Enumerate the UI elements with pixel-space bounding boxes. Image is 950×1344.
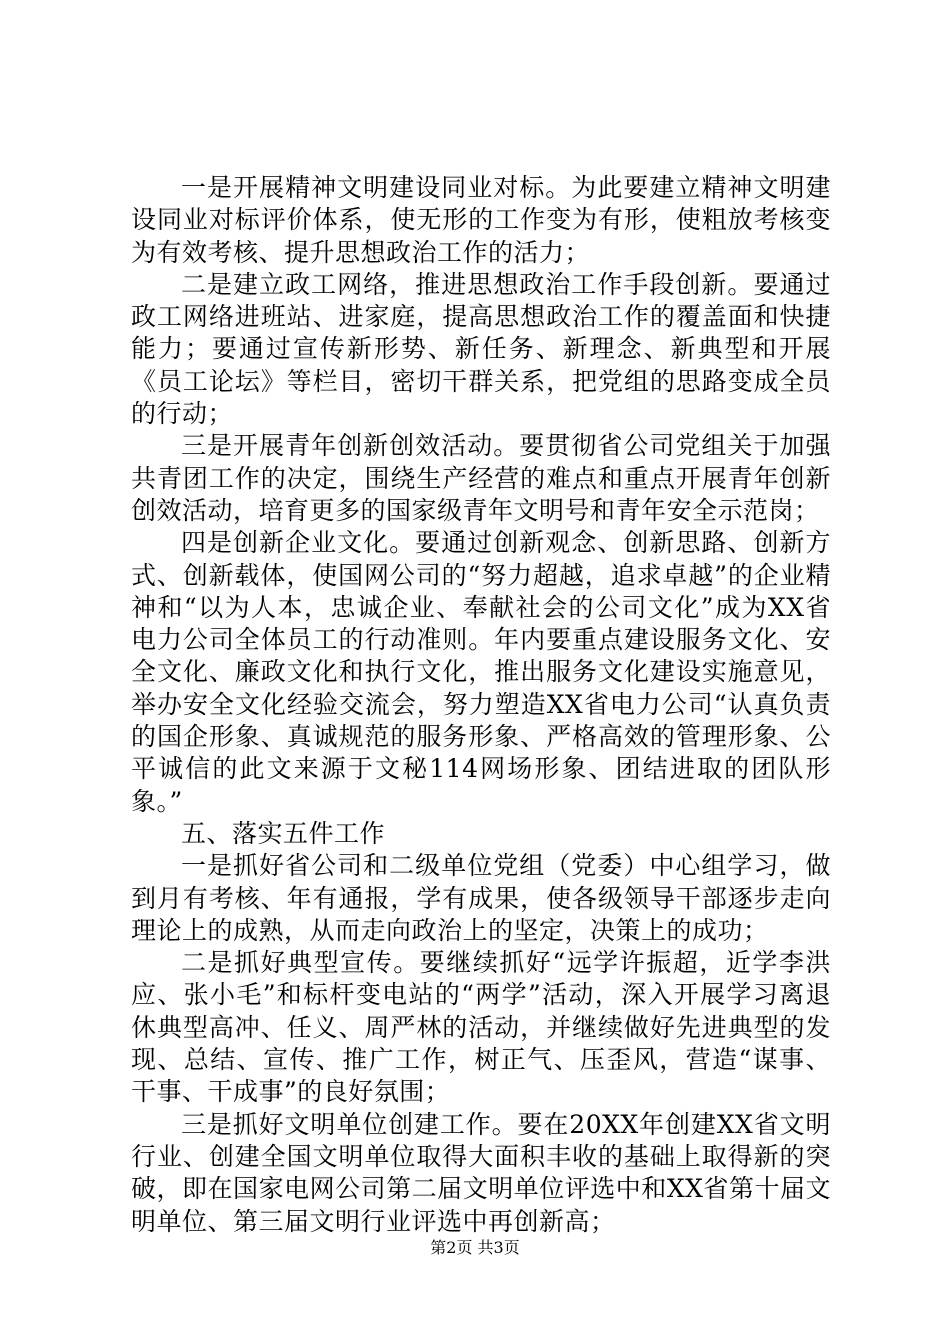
paragraph-5: 一是抓好省公司和二级单位党组（党委）中心组学习，做到月有考核、年有通报，学有成果，使各级领导干部逐步走向理论上的成熟，从而走向政治上的坚定，决策上的成功； [131, 851, 831, 945]
paragraph-6: 二是抓好典型宣传。要继续抓好“远学许振超，近学李洪应、张小毛”和标杆变电站的“两学”活动，深入开展学习离退休典型高冲、任义、周严林的活动，并继续做好先进典型的发现、总结、宣传、推广工作，树正气、压歪风，营造“谋事、干事、干成事”的良好氛围； [131, 948, 831, 1107]
paragraph-4: 四是创新企业文化。要通过创新观念、创新思路、创新方式、创新载体，使国网公司的“努力超越，追求卓越”的企业精神和“以为人本，忠诚企业、奉献社会的公司文化”成为XX省电力公司全体员工的行动准则。年内要重点建设服务文化、安全文化、廉政文化和执行文化，推出服务文化建设实施意见，举办安全文化经验交流会，努力塑造XX省电力公司“认真负责的国企形象、真诚规范的服务形象、严格高效的管理形象、公平诚信的此文来源于文秘114网场形象、团结进取的团队形象。” [131, 528, 831, 816]
paragraph-3: 三是开展青年创新创效活动。要贯彻省公司党组关于加强共青团工作的决定，围绕生产经营的难点和重点开展青年创新创效活动，培育更多的国家级青年文明号和青年安全示范岗； [131, 431, 831, 525]
paragraph-7: 三是抓好文明单位创建工作。要在20XX年创建XX省文明行业、创建全国文明单位取得大面积丰收的基础上取得新的突破，即在国家电网公司第二届文明单位评选中和XX省第十届文明单位、第三届文明行业评选中再创新高； [131, 1109, 831, 1236]
body-text [131, 172, 831, 1238]
page-footer: 第2页 共3页 [430, 1238, 520, 1257]
paragraph-2: 二是建立政工网络，推进思想政治工作手段创新。要通过政工网络进班站、进家庭，提高思想政治工作的覆盖面和快捷能力；要通过宣传新形势、新任务、新理念、新典型和开展《员工论坛》等栏目，密切干群关系，把党组的思路变成全员的行动； [131, 269, 831, 429]
paragraph-1: 一是开展精神文明建设同业对标。为此要建立精神文明建设同业对标评价体系，使无形的工作变为有形，使粗放考核变为有效考核、提升思想政治工作的活力； [131, 173, 831, 267]
section-heading: 五、落实五件工作 [181, 818, 386, 848]
